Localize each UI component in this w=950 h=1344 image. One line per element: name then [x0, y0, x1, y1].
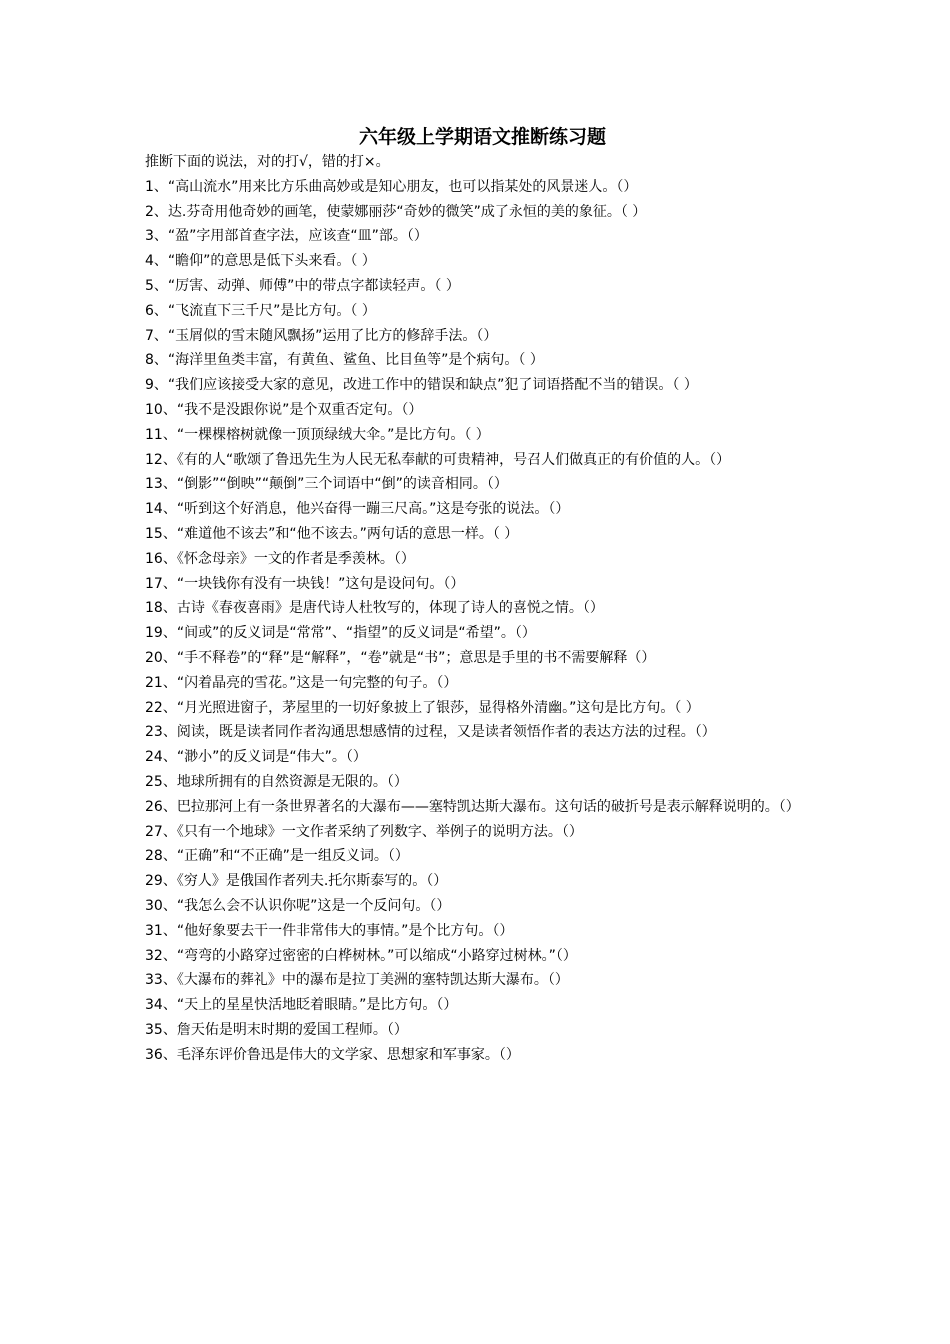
question-list [145, 175, 810, 1068]
question-item: 5、“厉害、动弹、师傅”中的带点字都读轻声。（ ） [145, 277, 460, 294]
question-item: 17、“一块钱你有没有一块钱！”这句是设问句。（） [145, 575, 465, 592]
question-item: 16、《怀念母亲》一文的作者是季羡林。（） [145, 550, 415, 567]
question-item: 28、“正确”和“不正确”是一组反义词。（） [145, 848, 409, 865]
question-item: 20、“手不释卷”的“释”是“解释”，“卷”就是“书”；意思是手里的书不需要解释（） [145, 649, 656, 666]
question-item: 24、“渺小”的反义词是“伟大”。（） [145, 749, 367, 766]
question-item: 36、毛泽东评价鲁迅是伟大的文学家、思想家和军事家。（） [145, 1046, 520, 1063]
instruction-text: 推断下面的说法，对的打√，错的打×。 [145, 154, 390, 170]
question-item: 33、《大瀑布的葬礼》中的瀑布是拉丁美洲的塞特凯达斯大瀑布。（） [145, 972, 569, 989]
question-item: 13、“倒影”“倒映”“颠倒”三个词语中“倒”的读音相同。（） [145, 476, 508, 493]
question-item: 31、“他好象要去干一件非常伟大的事情。”是个比方句。（） [145, 922, 514, 939]
question-item: 35、詹天佑是明末时期的爱国工程师。（） [145, 1021, 408, 1038]
question-item: 18、古诗《春夜喜雨》是唐代诗人杜牧写的，体现了诗人的喜悦之情。（） [145, 600, 604, 617]
question-item: 8、“海洋里鱼类丰富，有黄鱼、鲨鱼、比目鱼等”是个病句。（ ） [145, 352, 544, 369]
question-item: 2、达.芬奇用他奇妙的画笔，使蒙娜丽莎“奇妙的微笑”成了永恒的美的象征。（ ） [145, 203, 647, 220]
question-item: 22、“月光照进窗子，茅屋里的一切好象披上了银莎，显得格外清幽。”这句是比方句。（ ） [145, 699, 700, 716]
document-page [145, 124, 810, 1067]
question-item: 21、“闪着晶亮的雪花。”这是一句完整的句子。（） [145, 674, 458, 691]
question-item: 19、“间或”的反义词是“常常”、“指望”的反义词是“希望”。（） [145, 625, 536, 642]
question-item: 1、“高山流水”用来比方乐曲高妙或是知心朋友，也可以指某处的风景迷人。（） [145, 178, 638, 195]
question-item: 6、“飞流直下三千尺”是比方句。（ ） [145, 302, 376, 319]
question-item: 26、巴拉那河上有一条世界著名的大瀑布——塞特凯达斯大瀑布。这句话的破折号是表示解释说明的。（） [145, 798, 800, 815]
question-item: 25、地球所拥有的自然资源是无限的。（） [145, 773, 408, 790]
question-item: 30、“我怎么会不认识你呢”这是一个反问句。（） [145, 897, 451, 914]
question-item: 3、“盈”字用部首查字法，应该查“皿”部。（） [145, 228, 428, 245]
question-item: 7、“玉屑似的雪末随风飘扬”运用了比方的修辞手法。（） [145, 327, 498, 344]
question-item: 34、“天上的星星快活地眨着眼睛。”是比方句。（） [145, 997, 458, 1014]
question-item: 4、“瞻仰”的意思是低下头来看。（ ） [145, 253, 376, 270]
page-title: 六年级上学期语文推断练习题 [358, 126, 606, 148]
question-item: 10、“我不是没跟你说”是个双重否定句。（） [145, 401, 423, 418]
question-item: 12、《有的人“歌颂了鲁迅先生为人民无私奉献的可贵精神，号召人们做真正的有价值的人。（） [145, 451, 731, 468]
question-item: 14、“听到这个好消息，他兴奋得一蹦三尺高。”这是夸张的说法。（） [145, 501, 570, 518]
question-item: 23、阅读，既是读者同作者沟通思想感情的过程，又是读者领悟作者的表达方法的过程。（） [145, 724, 716, 741]
question-item: 32、“弯弯的小路穿过密密的白桦树林。”可以缩成“小路穿过树林。”（） [145, 947, 577, 964]
question-item: 27、《只有一个地球》一文作者采纳了列数字、举例子的说明方法。（） [145, 823, 583, 840]
question-item: 29、《穷人》是俄国作者列夫.托尔斯泰写的。（） [145, 873, 448, 890]
question-item: 15、“难道他不该去”和“他不该去。”两句话的意思一样。（ ） [145, 525, 519, 542]
question-item: 9、“我们应该接受大家的意见，改进工作中的错误和缺点”犯了词语搭配不当的错误。（ ） [145, 377, 698, 394]
question-item: 11、“一棵棵榕树就像一顶顶绿绒大伞。”是比方句。（ ） [145, 426, 490, 443]
